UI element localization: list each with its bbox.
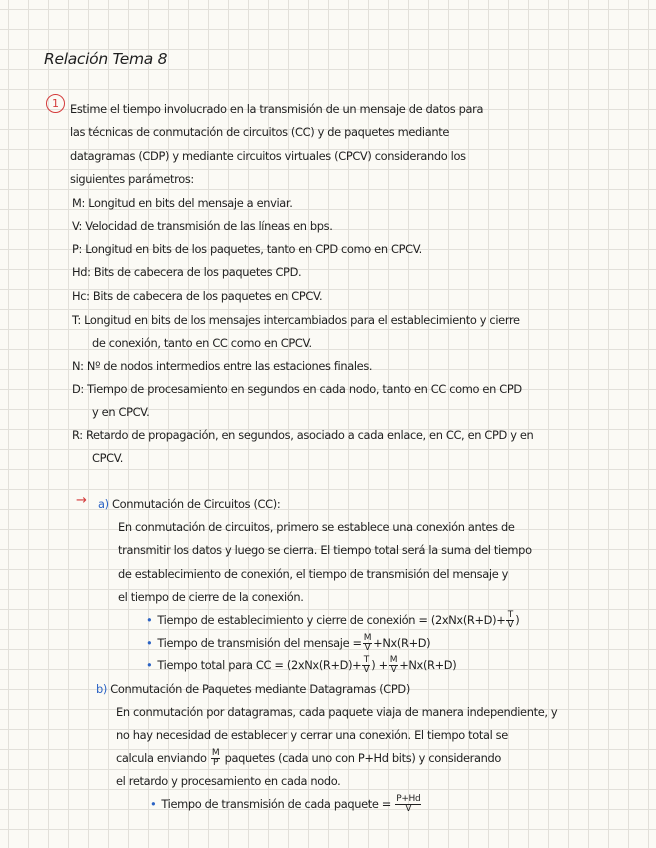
intro-line-4: siguientes parámetros:	[70, 172, 194, 186]
fraction-T-over-V: $\frac{T}{V}$	[507, 610, 514, 630]
intro-line-1: Estime el tiempo involucrado en la transmisión de un mensaje de datos para	[70, 102, 484, 116]
section-a-heading	[98, 497, 280, 511]
section-b-line-1: En conmutación por datagramas, cada paquete viaja de manera independiente, y	[116, 705, 558, 719]
formula-setup-time: • Tiempo de establecimiento y cierre de conexión = (2xNx(R+D)+ $\frac{T}{V}$ )	[146, 610, 520, 630]
param-T: T: Longitud en bits de los mensajes intercambiados para el establecimiento y cierre	[72, 313, 520, 327]
section-a-heading-text: Conmutación de Circuitos (CC):	[112, 497, 281, 511]
arrow-icon: →	[76, 493, 87, 508]
bullet-icon: •	[146, 658, 153, 672]
section-b-heading	[96, 682, 410, 696]
section-b-line-4: el retardo y procesamiento en cada nodo.	[116, 774, 341, 788]
intro-line-2: las técnicas de conmutación de circuitos (CC) y de paquetes mediante	[70, 125, 449, 139]
param-M: M: Longitud en bits del mensaje a enviar.	[72, 196, 293, 210]
param-V: V: Velocidad de transmisión de las líneas en bps.	[72, 219, 333, 233]
param-T-cont: de conexión, tanto en CC como en CPCV.	[92, 336, 312, 350]
fraction-T-over-V: $\frac{T}{V}$	[363, 655, 370, 675]
section-b-line-3: calcula enviando $\frac{M}{P}$ paquetes (cada uno con P+Hd bits) y considerando	[116, 748, 502, 768]
param-N: N: Nº de nodos intermedios entre las estaciones finales.	[72, 359, 373, 373]
intro-line-3: datagramas (CDP) y mediante circuitos virtuales (CPCV) considerando los	[70, 149, 466, 163]
param-D-cont: y en CPCV.	[92, 405, 150, 419]
param-R-cont: CPCV.	[92, 451, 123, 465]
param-Hc: Hc: Bits de cabecera de los paquetes en CPCV.	[72, 289, 323, 303]
section-a-line-2: transmitir los datos y luego se cierra. El tiempo total será la suma del tiempo	[118, 543, 532, 557]
formula-transmission-time: • Tiempo de transmisión del mensaje = $\frac{M}{V}$ +Nx(R+D)	[146, 633, 431, 653]
section-b-label: b)	[96, 682, 107, 696]
section-a-line-3: de establecimiento de conexión, el tiempo de transmisión del mensaje y	[118, 567, 509, 581]
fraction-M-over-V: $\frac{M}{V}$	[389, 655, 398, 675]
section-a-line-4: el tiempo de cierre de la conexión.	[118, 590, 304, 604]
fraction-M-over-V: $\frac{M}{V}$	[363, 633, 372, 653]
param-Hd: Hd: Bits de cabecera de los paquetes CPD.	[72, 265, 302, 279]
bullet-icon: •	[150, 797, 157, 811]
bullet-icon: •	[146, 636, 153, 650]
section-b-heading-text: Conmutación de Paquetes mediante Datagramas (CPD)	[110, 682, 410, 696]
section-b-line-2: no hay necesidad de establecer y cerrar una conexión. El tiempo total se	[116, 728, 508, 742]
section-a-label: a)	[98, 497, 109, 511]
param-D: D: Tiempo de procesamiento en segundos en cada nodo, tanto en CC como en CPD	[72, 382, 522, 396]
fraction-PHd-over-V: $\frac{P+Hd}{V}$	[396, 794, 421, 814]
formula-packet-transmission-time: • Tiempo de transmisión de cada paquete = $\frac{P+Hd}{V}$	[150, 794, 421, 814]
exercise-number-badge: 1	[46, 94, 65, 113]
param-P: P: Longitud en bits de los paquetes, tanto en CPD como en CPCV.	[72, 242, 422, 256]
formula-total-time-cc: • Tiempo total para CC = (2xNx(R+D)+ $\frac{T}{V}$ ) + $\frac{M}{V}$ +Nx(R+D)	[146, 655, 457, 675]
param-R: R: Retardo de propagación, en segundos, asociado a cada enlace, en CC, en CPD y en	[72, 428, 534, 442]
bullet-icon: •	[146, 613, 153, 627]
section-a-line-1: En conmutación de circuitos, primero se establece una conexión antes de	[118, 520, 515, 534]
fraction-M-over-P: $\frac{M}{P}$	[211, 748, 220, 768]
page-title: Relación Tema 8	[44, 50, 168, 68]
